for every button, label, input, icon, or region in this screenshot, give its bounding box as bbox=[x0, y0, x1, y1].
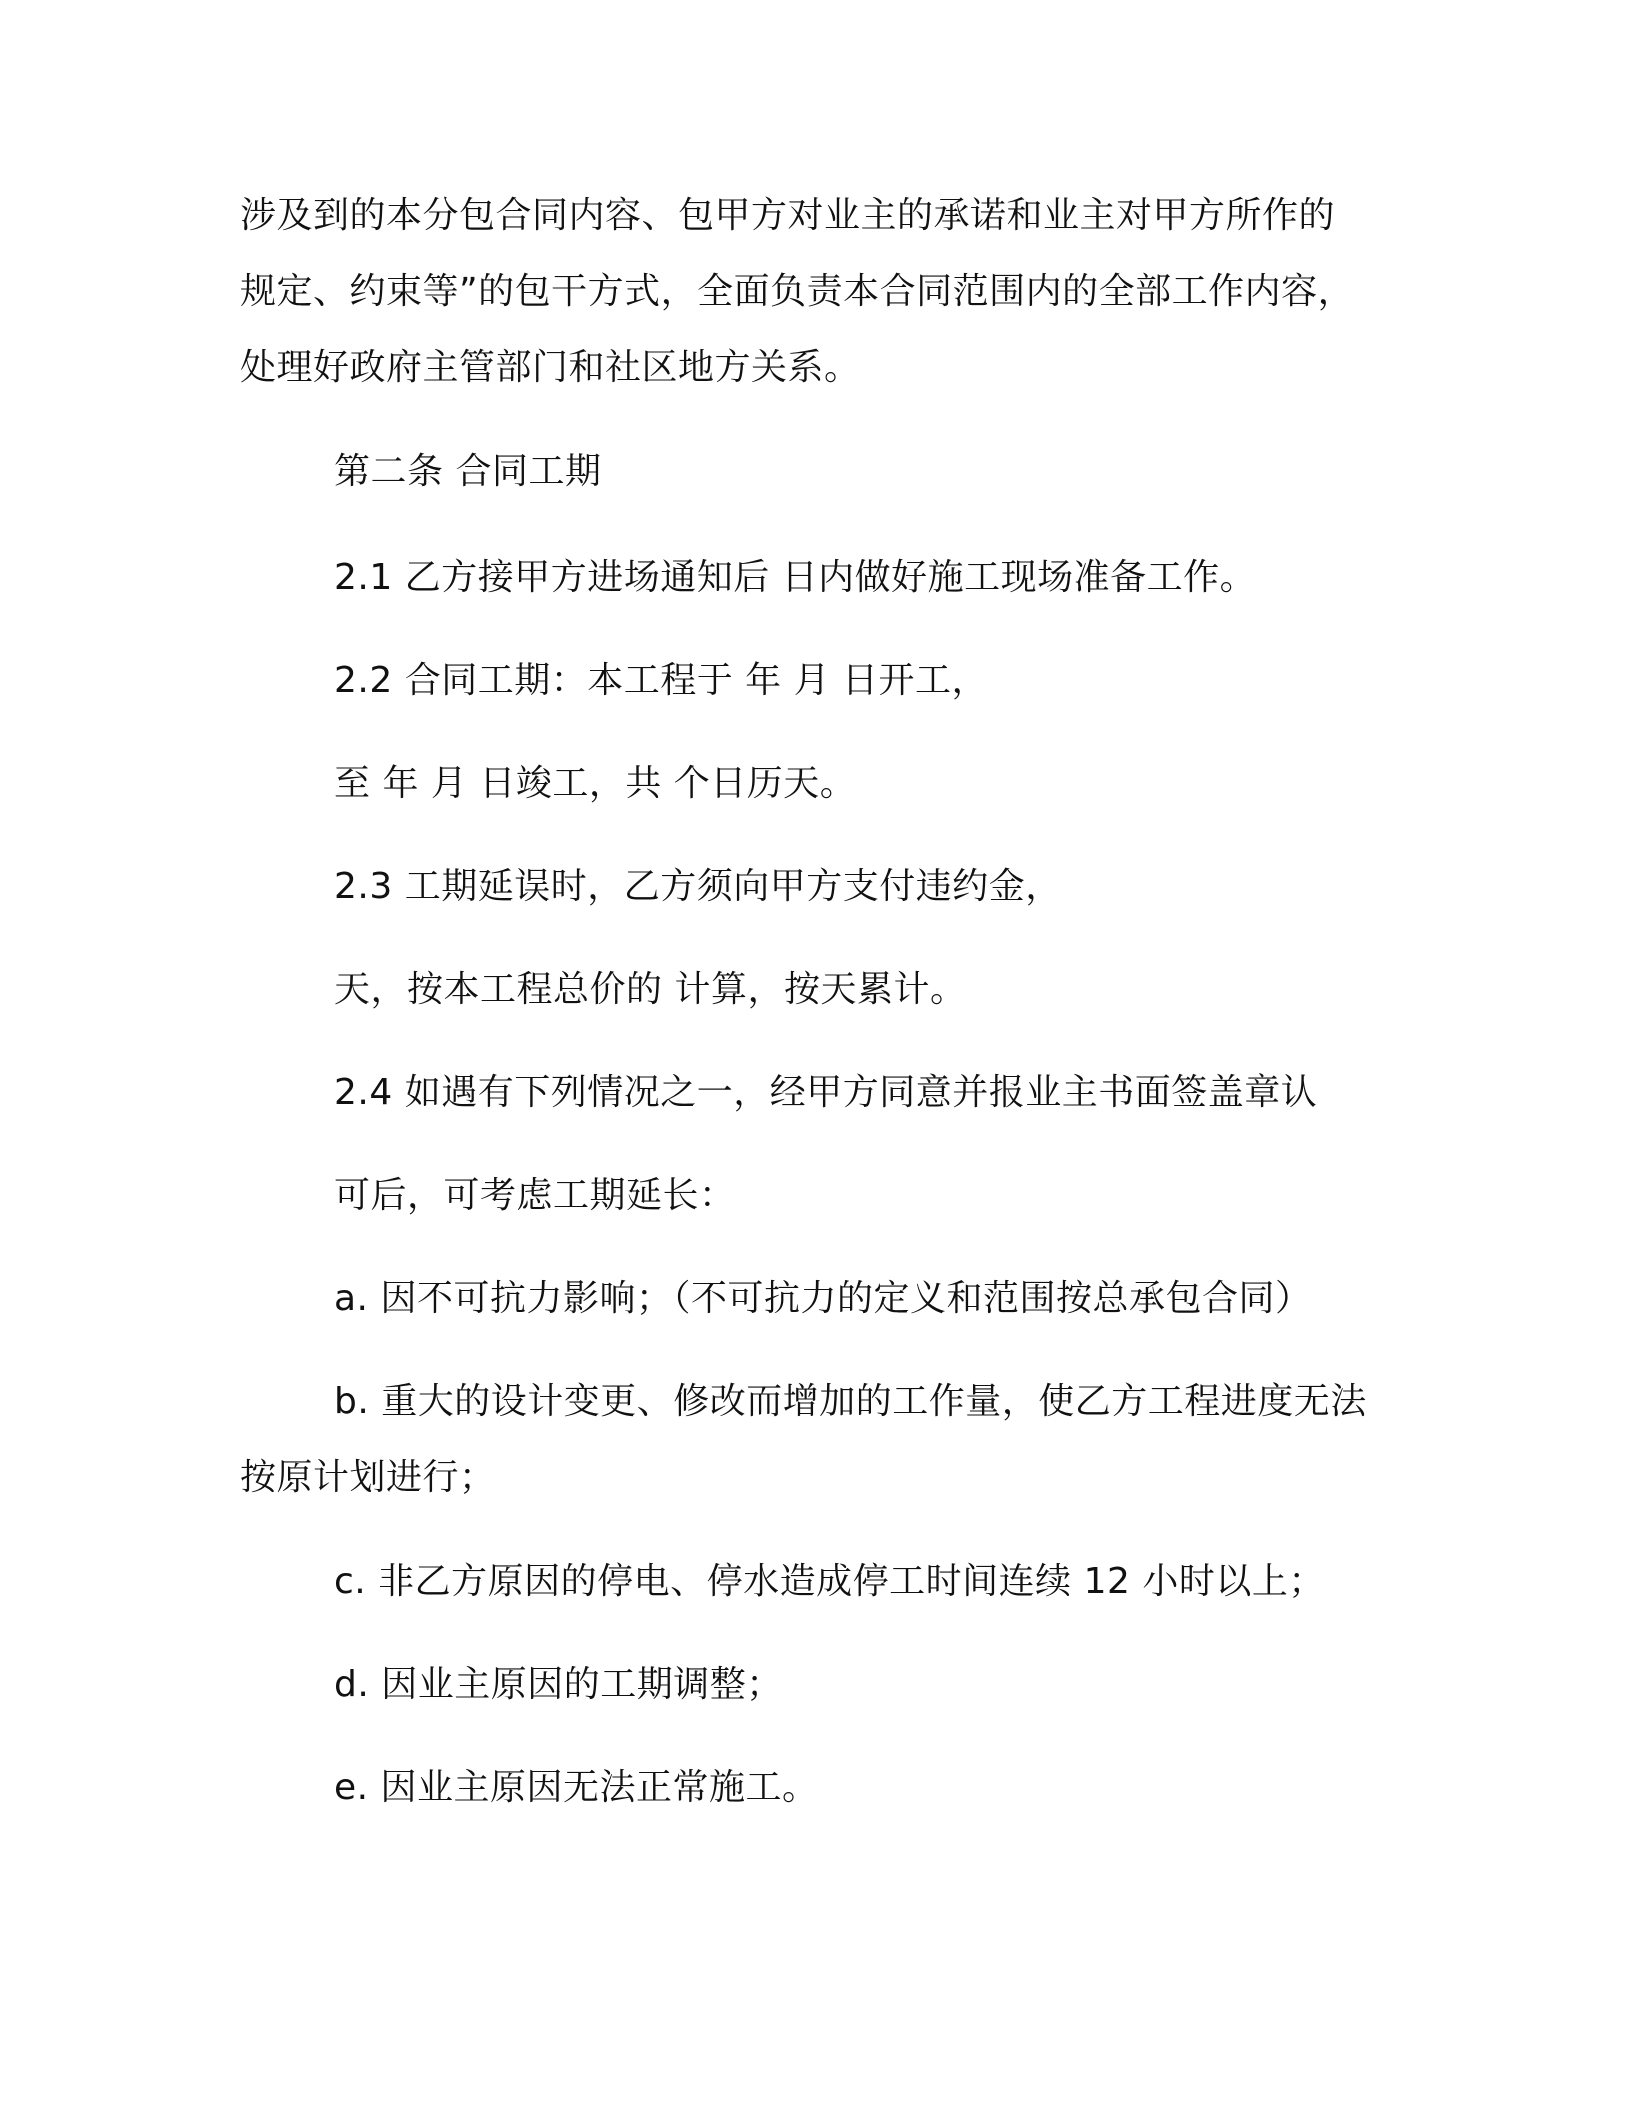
list-item-b-cont: 按原计划进行； bbox=[240, 1457, 496, 1498]
clause-2-2: 2.2 合同工期：本工程于 年 月 日开工， bbox=[334, 660, 989, 701]
paragraph-line-2: 规定、约束等”的包干方式，全面负责本合同范围内的全部工作内容， bbox=[240, 271, 1355, 312]
list-item-b: b. 重大的设计变更、修改而增加的工作量，使乙方工程进度无法 bbox=[334, 1381, 1367, 1422]
clause-2-1: 2.1 乙方接甲方进场通知后 日内做好施工现场准备工作。 bbox=[334, 557, 1257, 598]
list-item-c: c. 非乙方原因的停电、停水造成停工时间连续 12 小时以上； bbox=[334, 1561, 1325, 1602]
paragraph-line-1: 涉及到的本分包合同内容、包甲方对业主的承诺和业主对甲方所作的 bbox=[240, 195, 1336, 236]
clause-2-3: 2.3 工期延误时，乙方须向甲方支付违约金， bbox=[334, 866, 1062, 907]
paragraph-line-3: 处理好政府主管部门和社区地方关系。 bbox=[240, 347, 861, 388]
clause-2-4-cont: 可后，可考虑工期延长： bbox=[334, 1175, 736, 1216]
list-item-e: e. 因业主原因无法正常施工。 bbox=[334, 1767, 819, 1808]
list-item-d: d. 因业主原因的工期调整； bbox=[334, 1664, 783, 1705]
clause-2-4: 2.4 如遇有下列情况之一，经甲方同意并报业主书面签盖章认 bbox=[334, 1072, 1318, 1113]
list-item-a: a. 因不可抗力影响；（不可抗力的定义和范围按总承包合同） bbox=[334, 1278, 1312, 1319]
section-heading: 第二条 合同工期 bbox=[334, 451, 602, 492]
clause-2-2-cont: 至 年 月 日竣工，共 个日历天。 bbox=[334, 763, 857, 804]
clause-2-3-cont: 天，按本工程总价的 计算，按天累计。 bbox=[334, 969, 967, 1010]
